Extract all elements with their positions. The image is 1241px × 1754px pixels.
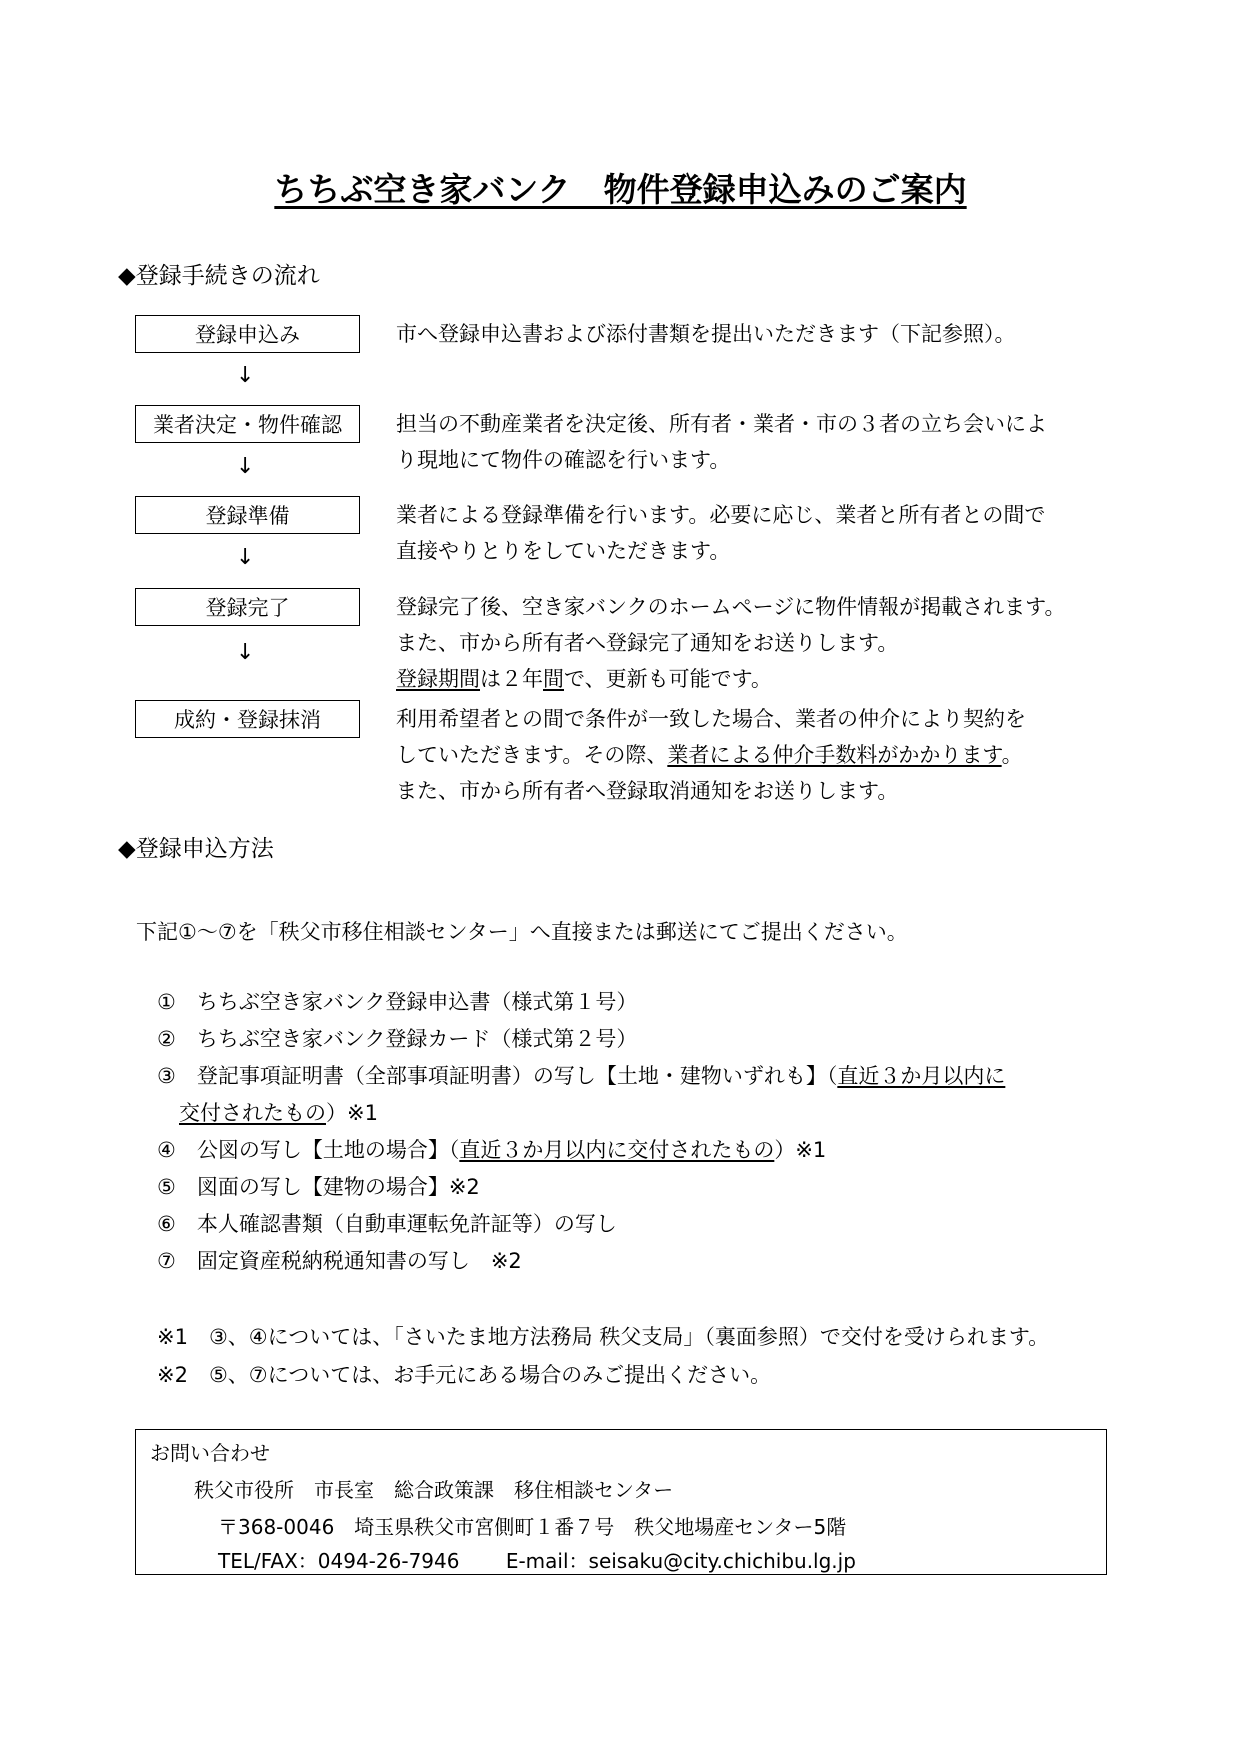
- step-box-preparation: 登録準備: [135, 496, 360, 534]
- method-heading: ◆登録申込方法: [118, 836, 274, 862]
- step-desc-completion: 登録完了後、空き家バンクのホームページに物件情報が掲載されます。 また、市から所有者へ登録完了通知をお送りします。 登録期間は２年間で、更新も可能です。: [396, 589, 1065, 697]
- note-1: ※1 ③、④については、「さいたま地方法務局 秩父支局」（裏面参照）で交付を受けられます。: [157, 1325, 1050, 1349]
- step-desc-contract-cancel: 利用希望者との間で条件が一致した場合、業者の仲介により契約を していただきます。その際、業者による仲介手数料がかかります。 また、市から所有者へ登録取消通知をお送りします。: [396, 707, 1026, 803]
- list-item: ⑦ 固定資産税納税通知書の写し ※2: [157, 1249, 522, 1273]
- flow-heading: ◆登録手続きの流れ: [118, 263, 320, 289]
- contact-address: 〒368-0046 埼玉県秩父市宮側町１番７号 秩父地場産センター5階: [218, 1515, 847, 1539]
- method-intro: 下記①～⑦を「秩父市移住相談センター」へ直接または郵送にてご提出ください。: [136, 920, 908, 944]
- flow-arrow: ↓: [236, 363, 255, 388]
- registration-period-line: 登録期間は２年間で、更新も可能です。: [396, 667, 772, 691]
- notes: [157, 1318, 1049, 1394]
- contact-title: お問い合わせ: [150, 1441, 270, 1465]
- list-item: ③ 登記事項証明書（全部事項証明書）の写し【土地・建物いずれも】（直近３か月以内に: [157, 1064, 1006, 1088]
- flow-arrow: ↓: [236, 640, 255, 665]
- page-title: ちちぶ空き家バンク 物件登録申込みのご案内: [274, 170, 967, 209]
- step-box-agent-confirm: 業者決定・物件確認: [135, 405, 360, 443]
- list-item: ⑤ 図面の写し【建物の場合】※2: [157, 1175, 480, 1199]
- agent-fee-line: していただきます。その際、業者による仲介手数料がかかります。: [396, 743, 1023, 767]
- required-documents-list: [157, 984, 1005, 1280]
- contact-office: 秩父市役所 市長室 総合政策課 移住相談センター: [194, 1478, 674, 1502]
- list-item-continuation: 交付されたもの）※1: [179, 1101, 378, 1125]
- step-box-application: 登録申込み: [135, 315, 360, 353]
- step-desc-application: 市へ登録申込書および添付書類を提出いただきます（下記参照）。: [396, 322, 1016, 346]
- note-2: ※2 ⑤、⑦については、お手元にある場合のみご提出ください。: [157, 1363, 772, 1387]
- list-item: ⑥ 本人確認書類（自動車運転免許証等）の写し: [157, 1212, 617, 1236]
- list-item: ④ 公図の写し【土地の場合】（直近３か月以内に交付されたもの）※1: [157, 1138, 827, 1162]
- contact-box: [135, 1429, 1107, 1575]
- step-box-completion: 登録完了: [135, 588, 360, 626]
- flow-arrow: ↓: [236, 545, 255, 570]
- list-item: ② ちちぶ空き家バンク登録カード（様式第２号）: [157, 1027, 638, 1051]
- contact-tel-email: TEL/FAX：0494-26-7946 E-mail：seisaku@city.chichibu.lg.jp: [218, 1549, 856, 1573]
- step-desc-preparation: 業者による登録準備を行います。必要に応じ、業者と所有者との間で 直接やりとりをしていただきます。: [396, 503, 1046, 563]
- step-box-contract-cancel: 成約・登録抹消: [135, 700, 360, 738]
- list-item: ① ちちぶ空き家バンク登録申込書（様式第１号）: [157, 990, 638, 1014]
- flow-arrow: ↓: [236, 454, 255, 479]
- step-desc-agent-confirm: 担当の不動産業者を決定後、所有者・業者・市の３者の立ち会いによ り現地にて物件の確認を行います。: [396, 412, 1047, 472]
